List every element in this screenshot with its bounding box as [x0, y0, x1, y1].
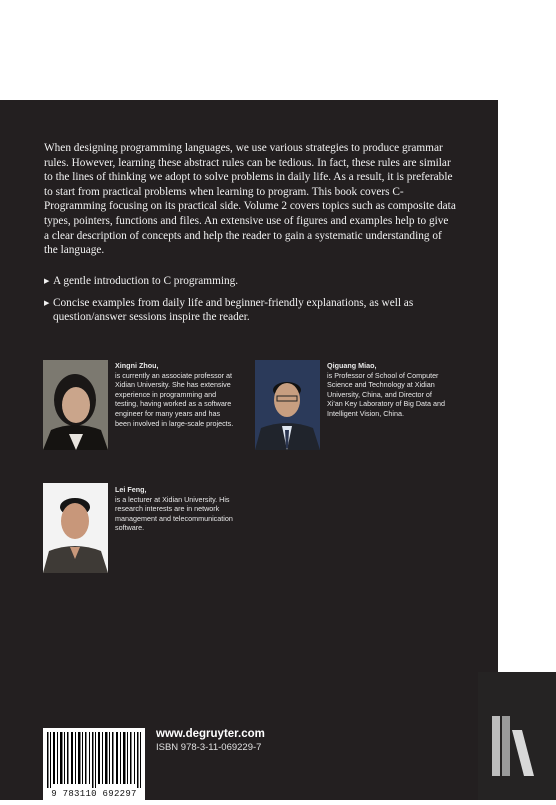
author-name: Xingni Zhou, [115, 361, 159, 370]
highlight-text: Concise examples from daily life and beginner-friendly explanations, as well as question/answer sessions inspire the reader. [53, 296, 414, 324]
isbn-number: ISBN 978-3-11-069229-7 [156, 742, 262, 753]
author-bio: is Professor of School of Computer Science and Technology at Xidian University, China, and Director of Xi'an Key Laboratory of Big Data and Intelligent Vision, China. [327, 370, 446, 418]
highlight-item [44, 296, 464, 325]
author-bio: is currently an associate professor at Xidian University. She has extensive experience in programming and testing, having worked as a software engineer for many years and has been involved in large-scale projects. [115, 370, 234, 428]
highlight-text: A gentle introduction to C programming. [53, 275, 239, 287]
book-blurb: When designing programming languages, we use various strategies to produce grammar rules. However, learning these abstract rules can be tedious. In fact, these rules are similar to the lines of thinking we adopt to solve problems in daily life. As a result, it is preferable to start from practical problems when learning to program. This book covers C-Programming focusing on its practical side. Volume 2 covers topics such as composite data types, pointers, functions and files. An extensive use of figures and examples help to give a clear description of concepts and help the reader to gain a systematic understanding of the language. [44, 142, 456, 257]
author-bio: is a lecturer at Xidian University. His research interests are in network management and telecommunication software. [115, 494, 233, 533]
isbn-barcode [43, 728, 145, 800]
author-name: Qiguang Miao, [327, 361, 377, 370]
author-bio-block [327, 361, 447, 419]
publisher-logo [478, 672, 556, 800]
triangle-bullet-icon: ▶ [44, 298, 50, 307]
barcode-digits: 9 783110 692297 [51, 789, 137, 799]
highlight-item [44, 274, 464, 289]
author-bio-block [115, 485, 239, 533]
author-photo-qiguang-miao [255, 360, 320, 450]
author-photo-lei-feng [43, 483, 108, 573]
author-photo-xingni-zhou [43, 360, 108, 450]
author-bio-block [115, 361, 237, 428]
author-name: Lei Feng, [115, 485, 147, 494]
publisher-website: www.degruyter.com [156, 728, 265, 740]
highlights-list [44, 274, 464, 332]
triangle-bullet-icon: ▶ [44, 277, 50, 285]
